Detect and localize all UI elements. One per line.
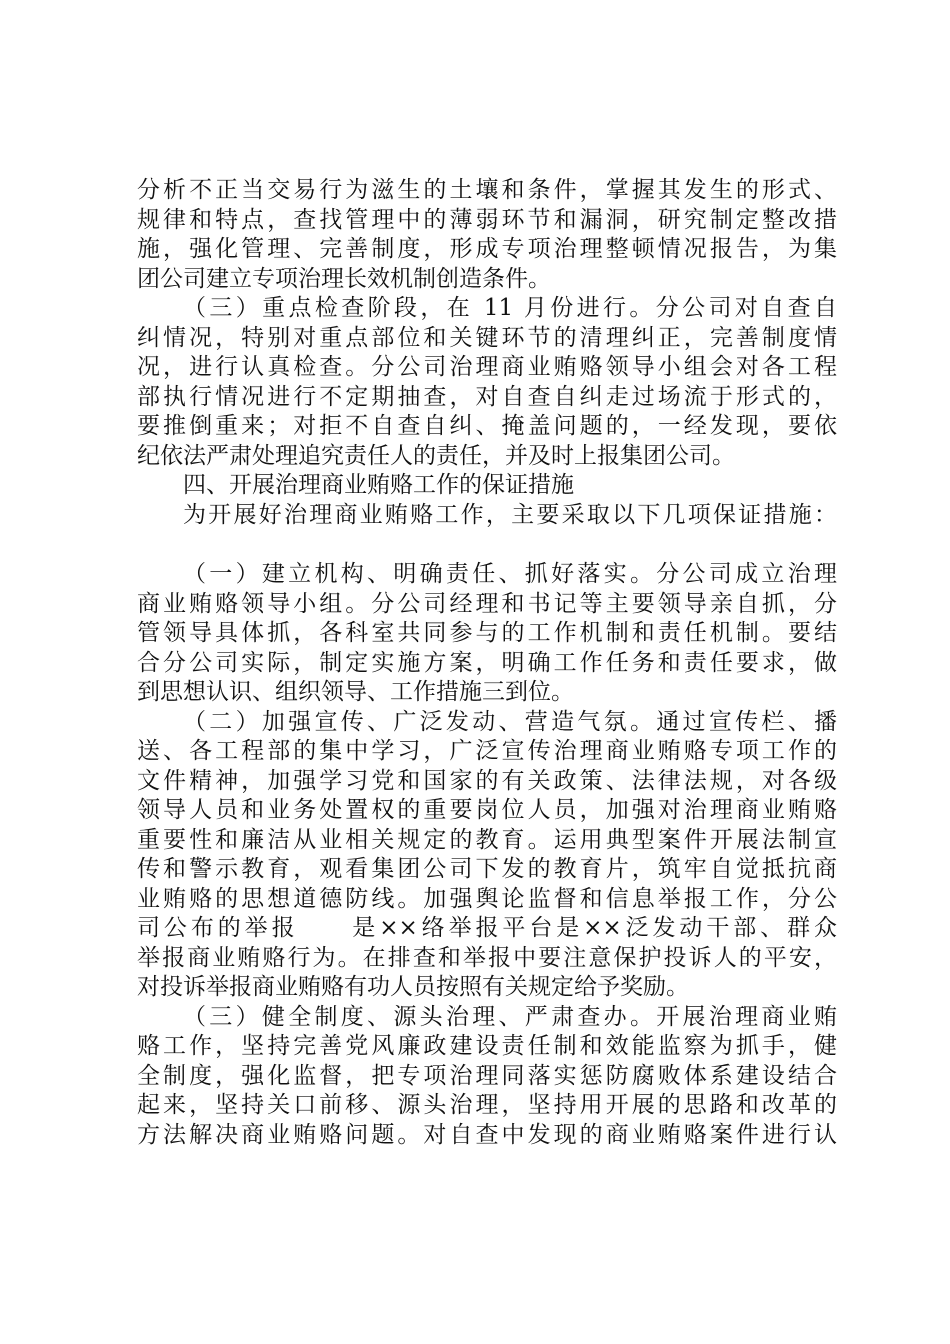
text-line: 到思想认识、组织领导、工作措施三到位。	[137, 679, 574, 705]
text-line: 部执行情况进行不定期抽查，对自查自纠走过场流于形式的，	[137, 383, 837, 410]
section-heading: 四、开展治理商业贿赂工作的保证措施	[183, 472, 574, 498]
text-line: 施，强化管理、完善制度，形成专项治理整顿情况报告，为集	[137, 236, 837, 262]
text-line: 送、各工程部的集中学习，广泛宣传治理商业贿赂专项工作的	[137, 738, 837, 764]
paragraph-gap	[137, 530, 837, 560]
document-body	[137, 176, 837, 1150]
text-line: 管领导具体抓，各科室共同参与的工作机制和责任机制。要结	[137, 620, 837, 646]
text-line: 纪依法严肃处理追究责任人的责任，并及时上报集团公司。	[137, 442, 735, 469]
text-line: （三）重点检查阶段，在 11 月份进行。分公司对自查自	[183, 295, 837, 321]
text-line: 业贿赂的思想道德防线。加强舆论监督和信息举报工作，分公	[137, 885, 837, 912]
text-line: 文件精神，加强学习党和国家的有关政策、法律法规，对各级	[137, 767, 837, 794]
text-line: （三）健全制度、源头治理、严肃查办。开展治理商业贿	[183, 1003, 837, 1030]
text-line: 纠情况，特别对重点部位和关键环节的清理纠正，完善制度情	[137, 324, 837, 351]
text-line: （二）加强宣传、广泛发动、营造气氛。通过宣传栏、播	[183, 708, 837, 735]
text-line: 全制度，强化监督，把专项治理同落实惩防腐败体系建设结合	[137, 1062, 837, 1089]
text-line: （一）建立机构、明确责任、抓好落实。分公司成立治理	[183, 561, 837, 587]
text-line: 重要性和廉洁从业相关规定的教育。运用典型案件开展法制宣	[137, 826, 837, 853]
text-line: 商业贿赂领导小组。分公司经理和书记等主要领导亲自抓，分	[137, 590, 837, 617]
text-line: 司公布的举报 是××络举报平台是××泛发动干部、群众	[137, 915, 837, 941]
text-line: 举报商业贿赂行为。在排查和举报中要注意保护投诉人的平安，	[137, 944, 837, 971]
text-line: 分析不正当交易行为滋生的土壤和条件，掌握其发生的形式、	[137, 177, 837, 203]
text-line: 合分公司实际，制定实施方案，明确工作任务和责任要求，做	[137, 649, 837, 676]
text-line: 要推倒重来；对拒不自查自纠、掩盖问题的，一经发现，要依	[137, 413, 837, 439]
text-line: 团公司建立专项治理长效机制创造条件。	[137, 265, 551, 292]
text-line: 为开展好治理商业贿赂工作，主要采取以下几项保证措施：	[183, 501, 837, 528]
text-line: 领导人员和业务处置权的重要岗位人员，加强对治理商业贿赂	[137, 797, 837, 823]
text-line: 况，进行认真检查。分公司治理商业贿赂领导小组会对各工程	[137, 354, 837, 380]
text-line: 规律和特点，查找管理中的薄弱环节和漏洞，研究制定整改措	[137, 206, 837, 233]
text-line: 对投诉举报商业贿赂有功人员按照有关规定给予奖励。	[137, 974, 689, 1000]
text-line: 赂工作，坚持完善党风廉政建设责任制和效能监察为抓手，健	[137, 1033, 837, 1059]
text-line: 起来，坚持关口前移、源头治理，坚持用开展的思路和改革的	[137, 1092, 837, 1118]
text-line: 传和警示教育，观看集团公司下发的教育片，筑牢自觉抵抗商	[137, 856, 837, 882]
text-line: 方法解决商业贿赂问题。对自查中发现的商业贿赂案件进行认	[137, 1121, 837, 1148]
